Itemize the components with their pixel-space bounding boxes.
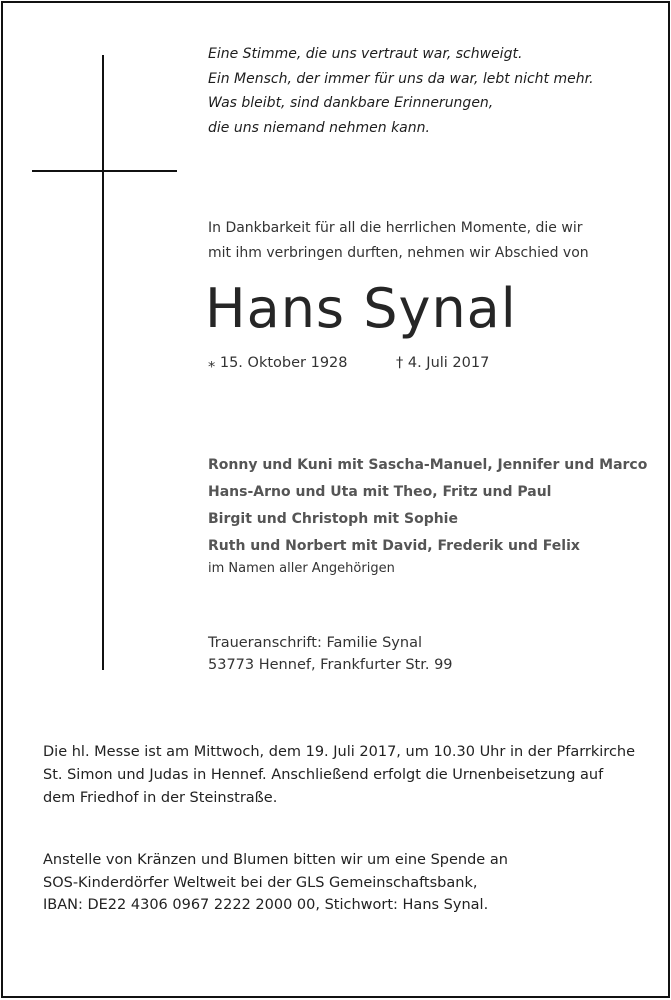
donation-line: Anstelle von Kränzen und Blumen bitten wir um eine Spende an (43, 852, 508, 868)
address-line: 53773 Hennef, Frankfurter Str. 99 (208, 657, 453, 673)
donation-line: IBAN: DE22 4306 0967 2222 2000 00, Stichwort: Hans Synal. (43, 897, 489, 913)
family-line: Ruth und Norbert mit David, Frederik und Felix (208, 538, 580, 554)
mass-line: Die hl. Messe ist am Mittwoch, dem 19. Juli 2017, um 10.30 Uhr in der Pfarrkirche (43, 744, 636, 760)
intro-line: In Dankbarkeit für all die herrlichen Momente, die wir (208, 220, 583, 236)
address-line: Traueranschrift: Familie Synal (208, 635, 422, 651)
life-dates (208, 355, 490, 371)
cross-vertical-bar (102, 55, 104, 670)
poem-line: Was bleibt, sind dankbare Erinnerungen, (208, 95, 494, 111)
intro-line: mit ihm verbringen durften, nehmen wir Abschied von (208, 245, 589, 261)
birth-date: 15. Oktober 1928 (219, 355, 348, 371)
death-cross-icon: † (396, 355, 404, 371)
birth-star-icon: ⁎ (208, 355, 216, 371)
mourning-address (208, 632, 453, 676)
death-date: 4. Juli 2017 (407, 355, 490, 371)
death-group (396, 355, 489, 371)
poem (208, 42, 594, 140)
mass-notice (43, 741, 635, 810)
mass-line: dem Friedhof in der Steinstraße. (43, 790, 278, 806)
donation-line: SOS-Kinderdörfer Weltweit bei der GLS Gemeinschaftsbank, (43, 874, 478, 891)
mass-line: St. Simon und Judas in Hennef. Anschließend erfolgt die Urnenbeisetzung auf (43, 767, 604, 783)
family-line: Birgit und Christoph mit Sophie (208, 511, 458, 527)
cross-horizontal-bar (32, 170, 177, 172)
poem-line: die uns niemand nehmen kann. (208, 119, 430, 136)
deceased-name: Hans Synal (205, 277, 517, 340)
family-line: Ronny und Kuni mit Sascha-Manuel, Jennifer und Marco (208, 457, 648, 473)
intro-text (208, 216, 589, 266)
family-line: Hans-Arno und Uta mit Theo, Fritz und Paul (208, 484, 552, 500)
family-list (208, 452, 647, 560)
on-behalf-text: im Namen aller Angehörigen (208, 561, 395, 576)
poem-line: Ein Mensch, der immer für uns da war, lebt nicht mehr. (208, 70, 594, 87)
donation-notice (43, 849, 508, 917)
poem-line: Eine Stimme, die uns vertraut war, schweigt. (208, 46, 523, 62)
